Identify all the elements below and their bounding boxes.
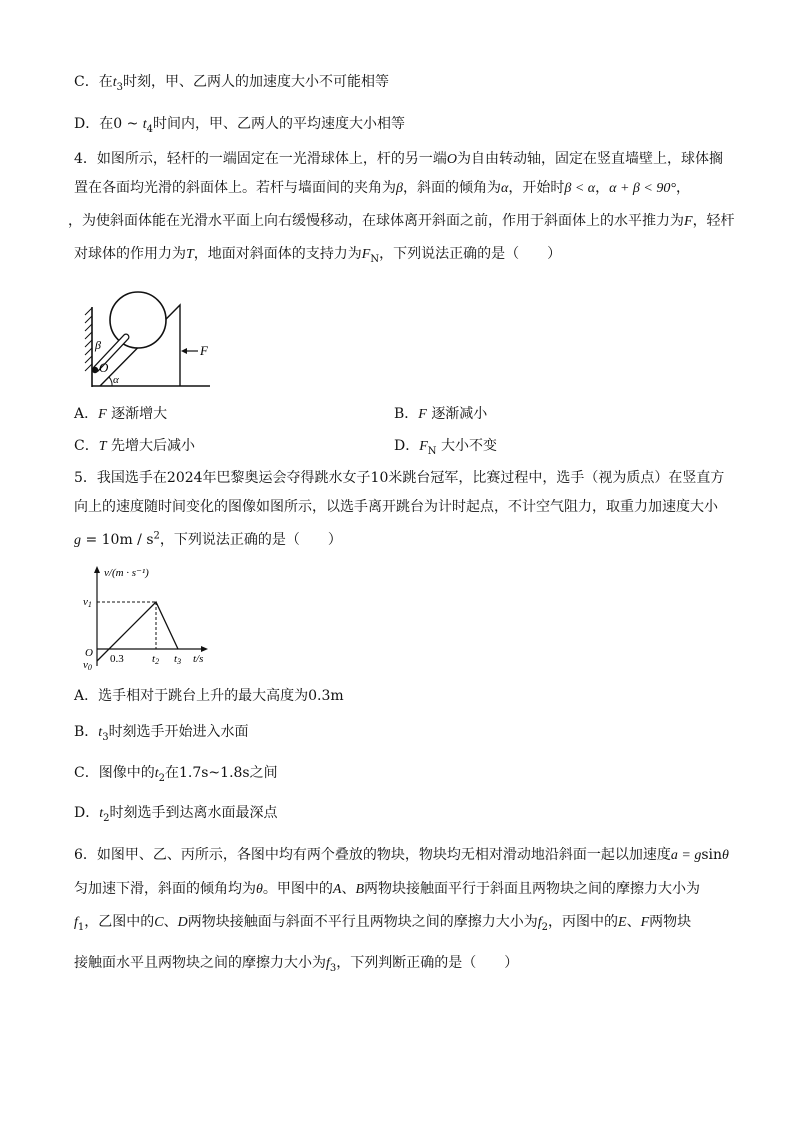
var-A: A [332,882,342,897]
range: 0 ~ [113,116,143,132]
condition-2: α + β < 90° [609,181,676,196]
wall-hatching [85,308,92,371]
x-tick-03: 0.3 [110,653,124,665]
q4-stem-line2: 置在各面均光滑的斜面体上。若杆与墙面间的夹角为β，斜面的倾角为α，开始时β < α，α + β < 90°， [74,180,690,196]
var-alpha: α [500,181,509,196]
label-O: O [99,360,109,375]
alpha-arc [109,377,112,386]
stem-text: ，轻杆 [692,213,735,229]
stem-text: ，下列说法正确的是（ ） [159,532,342,548]
stem-text: ，斜面的倾角为 [402,180,501,196]
stem-text: 两物块接触面与斜面不平行且两物块之间的摩擦力大小为 [187,914,538,930]
stem-text: ，丙图中的 [548,914,618,930]
subscript: 3 [102,731,109,743]
var-E: E [618,915,627,930]
q6-stem-line1 [74,845,729,866]
var-f: f [326,956,330,971]
var-F: F [361,247,371,262]
var-B: B [355,882,365,897]
q4-option-d [394,436,497,457]
var-theta: θ [722,848,729,863]
y-axis-arrow [94,566,100,573]
subscript: 4 [146,123,154,135]
var-F: F [418,407,427,422]
stem-text: 4．如图所示，轻杆的一端固定在一光滑球体上，杆的另一端 [74,151,447,167]
stem-text: ，下列说法正确的是（ ） [379,246,562,262]
option-text: 逐渐减小 [431,406,488,422]
y-axis-label: v/(m · s⁻¹) [104,567,149,579]
stem-text: 置在各面均光滑的斜面体上。若杆与墙面间的夹角为 [74,180,396,196]
stem-text: 对球体的作用力为 [74,246,186,262]
option-text: 时刻，甲、乙两人的加速度大小不可能相等 [122,74,389,90]
option-text: 先增大后减小 [110,438,195,454]
q6-stem-line2: 匀加速下滑，斜面的倾角均为θ。甲图中的A、B两物块接触面平行于斜面且两物块之间的摩擦力大小为 [74,881,701,897]
origin-label: O [85,647,93,659]
t3-label: t3 [174,653,182,666]
formula: = 10m / s [81,532,154,548]
option-text: 时刻选手到达离水面最深点 [109,805,278,821]
var-O: O [446,152,458,167]
q5-velocity-time-graph [80,562,220,674]
option-letter: D． [394,438,420,454]
var-theta: θ [256,882,263,897]
option-letter: B． [394,406,419,422]
superscript: 2 [153,530,160,542]
subscript: N [370,253,380,265]
stem-text: ，为使斜面体能在光滑水平面上向右缓慢移动，在球体离开斜面之前，作用于斜面体上的水平推力为 [68,213,684,229]
stem-text: ，乙图中的 [84,914,155,930]
label-alpha: α [113,374,119,386]
var-t: t [99,806,104,821]
q4-figure-incline-ball [82,285,222,391]
ball [110,292,166,348]
subscript: 3 [116,81,123,93]
var-beta: β [396,181,403,196]
q5-option-c [74,763,278,784]
var-f: f [537,915,542,930]
option-text: C．图像中的 [74,765,155,781]
var-t: t [142,117,147,132]
q5-stem-line2 [74,497,718,517]
pivot-point [92,367,98,373]
var-F: F [419,439,428,454]
stem-text: 两物块接触面平行于斜面且两物块之间的摩擦力大小为 [364,881,701,897]
var-F: F [640,915,650,930]
q5-stem-line3 [74,530,342,551]
formula-accel: a = g [670,848,702,863]
var-T: T [186,247,194,262]
subscript: 2 [103,812,110,824]
subscript: 2 [541,921,548,933]
subscript: 3 [329,962,337,974]
stem-text: ，地面对斜面体的支持力为 [193,246,362,262]
q5-stem-line1 [74,468,724,488]
option-text: 大小不变 [441,438,497,454]
option-text: D．在 [74,116,114,132]
stem-text: ，开始时 [508,180,565,196]
v1-label: v1 [83,596,92,609]
var-D: D [177,915,188,930]
stem-text: 6．如图甲、乙、丙所示，各图中均有两个叠放的物块，物块均无相对滑动地沿斜面一起以加速度 [74,847,671,863]
option-text: 时刻选手开始进入水面 [108,724,249,740]
formula-sin: sin [701,847,723,863]
var-F: F [684,214,693,229]
option-letter: C． [74,438,99,454]
q4-stem-line1 [74,149,723,170]
x-axis-label: t/s [193,653,204,665]
var-T: T [98,439,107,454]
x-axis-arrow [201,646,208,652]
subscript: 2 [158,772,165,784]
q6-stem-line4 [74,953,518,974]
var-t: t [112,75,117,90]
subscript: N [427,445,437,457]
stem-text: 5．我国选手在2024年巴黎奥运会夺得跳水女子10米跳台冠军，比赛过程中，选手（视为质点）在竖直方 [74,470,725,486]
label-F: F [200,343,208,358]
q6-stem-line3: $f_1$，乙图中的C、D两物块接触面与斜面不平行且两物块之间的摩擦力大小为$f_2$，丙图中的E、F两物块 [74,914,692,933]
q5-option-b [74,722,249,743]
stem-text: 匀加速下滑，斜面的倾角均为 [74,881,256,897]
option-text: 时间内，甲、乙两人的平均速度大小相等 [153,116,406,132]
t2-label: t2 [152,653,160,666]
option-text: A．选手相对于跳台上升的最大高度为0.3m [74,688,344,704]
condition-1: β < α [564,181,596,196]
q5-option-d [74,803,278,824]
force-arrowhead [181,348,187,354]
option-letter: D． [74,805,100,821]
v0-label: v0 [83,659,92,672]
option-text: 在1.7s~1.8s之间 [164,765,278,781]
var-t: t [98,725,103,740]
stem-text: ，下列判断正确的是（ ） [336,955,519,971]
option-text: 逐渐增大 [111,406,168,422]
var-t: t [154,766,159,781]
stem-text: 为自由转动轴，固定在竖直墙壁上，球体搁 [457,151,724,167]
q4-option-c [74,436,195,457]
q4-stem-line3 [68,211,735,232]
var-C: C [154,915,164,930]
q4-option-b [394,404,487,425]
q4-option-a [74,404,167,425]
stem-text: 两物块 [649,914,692,930]
label-beta: β [95,338,101,352]
q3-option-d [74,114,405,135]
var-f: f [74,915,78,930]
option-letter: B． [74,724,99,740]
stem-text: 。甲图中的 [262,881,333,897]
q4-stem-line4 [74,244,561,265]
q3-option-c [74,72,389,93]
subscript: 1 [77,921,85,933]
option-letter: A． [74,406,99,422]
var-g: g [74,533,81,548]
stem-text: 接触面水平且两物块之间的摩擦力大小为 [74,955,326,971]
stem-text: 向上的速度随时间变化的图像如图所示，以选手离开跳台为计时起点，不计空气阻力，取重力加速度大小 [74,499,718,515]
option-text: C．在 [74,74,113,90]
q5-option-a [74,686,344,706]
var-F: F [98,407,107,422]
